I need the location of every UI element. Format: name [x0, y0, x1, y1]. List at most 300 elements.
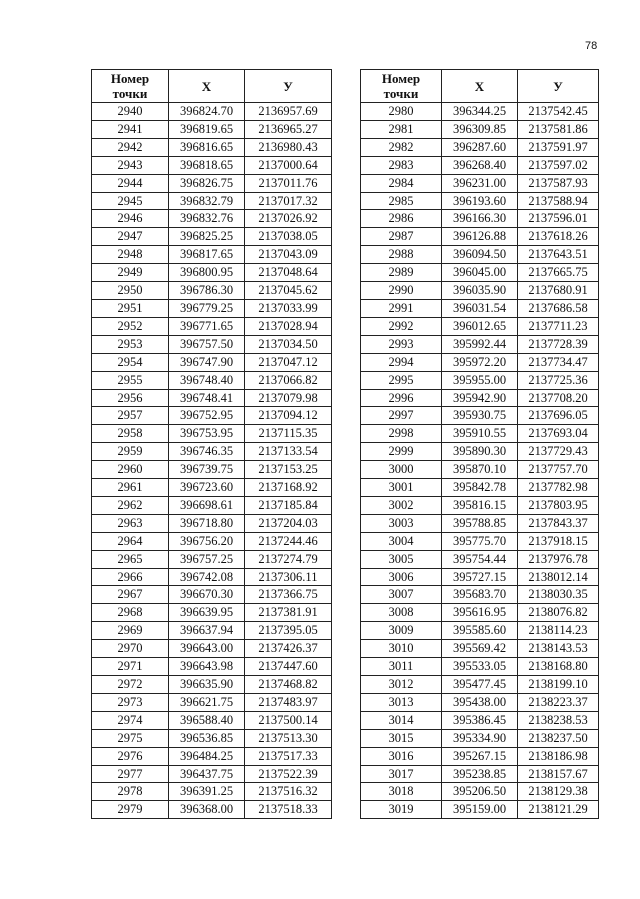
x-coordinate-cell: 396826.75 — [169, 174, 245, 192]
page-number: 78 — [585, 40, 598, 52]
y-coordinate-cell: 2137693.04 — [518, 425, 599, 443]
x-coordinate-cell: 396588.40 — [169, 711, 245, 729]
y-coordinate-cell: 2137591.97 — [518, 138, 599, 156]
point-number-cell: 2955 — [92, 371, 169, 389]
table-row — [92, 264, 332, 282]
table-row — [361, 371, 599, 389]
y-coordinate-cell: 2136957.69 — [245, 103, 332, 121]
point-number-cell: 2957 — [92, 407, 169, 425]
x-coordinate-cell: 396287.60 — [442, 138, 518, 156]
table-row — [361, 801, 599, 819]
x-coordinate-cell: 396756.20 — [169, 532, 245, 550]
y-coordinate-cell: 2137426.37 — [245, 640, 332, 658]
y-coordinate-cell: 2137168.92 — [245, 479, 332, 497]
y-coordinate-cell: 2137079.98 — [245, 389, 332, 407]
point-number-cell: 2997 — [361, 407, 442, 425]
table-row — [361, 282, 599, 300]
y-coordinate-cell: 2137066.82 — [245, 371, 332, 389]
table-body-right — [361, 103, 599, 819]
table-row — [361, 622, 599, 640]
x-coordinate-cell: 395754.44 — [442, 550, 518, 568]
x-coordinate-cell: 396742.08 — [169, 568, 245, 586]
x-coordinate-cell: 396757.25 — [169, 550, 245, 568]
x-coordinate-cell: 395930.75 — [442, 407, 518, 425]
point-number-cell: 3008 — [361, 604, 442, 622]
point-number-cell: 2994 — [361, 353, 442, 371]
point-number-cell: 2954 — [92, 353, 169, 371]
point-number-cell: 2999 — [361, 443, 442, 461]
x-coordinate-cell: 396639.95 — [169, 604, 245, 622]
x-coordinate-cell: 395890.30 — [442, 443, 518, 461]
x-coordinate-cell: 396825.25 — [169, 228, 245, 246]
x-coordinate-cell: 395386.45 — [442, 711, 518, 729]
y-coordinate-cell: 2137518.33 — [245, 801, 332, 819]
x-coordinate-cell: 395238.85 — [442, 765, 518, 783]
table-row — [92, 479, 332, 497]
point-number-cell: 2956 — [92, 389, 169, 407]
point-number-cell: 2943 — [92, 156, 169, 174]
point-number-cell: 2983 — [361, 156, 442, 174]
point-number-cell: 2985 — [361, 192, 442, 210]
y-coordinate-cell: 2137522.39 — [245, 765, 332, 783]
table-row — [92, 747, 332, 765]
table-row — [92, 192, 332, 210]
table-row — [92, 693, 332, 711]
table-body-left — [92, 103, 332, 819]
table-row — [92, 228, 332, 246]
table-row — [361, 425, 599, 443]
point-number-cell: 2951 — [92, 299, 169, 317]
x-coordinate-cell: 396643.98 — [169, 658, 245, 676]
x-coordinate-cell: 395870.10 — [442, 461, 518, 479]
x-coordinate-header: X — [169, 70, 245, 103]
point-number-cell: 2978 — [92, 783, 169, 801]
y-coordinate-cell: 2137204.03 — [245, 514, 332, 532]
point-number-cell: 2975 — [92, 729, 169, 747]
x-coordinate-cell: 396484.25 — [169, 747, 245, 765]
y-coordinate-cell: 2137500.14 — [245, 711, 332, 729]
y-coordinate-cell: 2137516.32 — [245, 783, 332, 801]
point-number-cell: 2950 — [92, 282, 169, 300]
x-coordinate-cell: 396817.65 — [169, 246, 245, 264]
point-number-cell: 2987 — [361, 228, 442, 246]
table-row — [361, 138, 599, 156]
table-row — [361, 479, 599, 497]
y-coordinate-cell: 2138199.10 — [518, 676, 599, 694]
y-coordinate-cell: 2137542.45 — [518, 103, 599, 121]
table-header-row — [361, 70, 599, 103]
y-coordinate-cell: 2137643.51 — [518, 246, 599, 264]
y-coordinate-cell: 2137711.23 — [518, 317, 599, 335]
table-row — [361, 246, 599, 264]
point-number-cell: 2948 — [92, 246, 169, 264]
table-row — [361, 729, 599, 747]
y-coordinate-cell: 2137381.91 — [245, 604, 332, 622]
point-number-cell: 3017 — [361, 765, 442, 783]
table-row — [92, 729, 332, 747]
point-number-cell: 2988 — [361, 246, 442, 264]
point-number-cell: 2947 — [92, 228, 169, 246]
y-coordinate-cell: 2137048.64 — [245, 264, 332, 282]
point-number-cell: 2992 — [361, 317, 442, 335]
table-row — [361, 317, 599, 335]
table-row — [361, 514, 599, 532]
y-coordinate-cell: 2137581.86 — [518, 120, 599, 138]
point-number-cell: 2991 — [361, 299, 442, 317]
x-coordinate-header: X — [442, 70, 518, 103]
x-coordinate-cell: 396031.54 — [442, 299, 518, 317]
x-coordinate-cell: 396670.30 — [169, 586, 245, 604]
table-row — [361, 711, 599, 729]
point-number-cell: 3011 — [361, 658, 442, 676]
table-row — [361, 299, 599, 317]
y-coordinate-cell: 2137185.84 — [245, 496, 332, 514]
table-row — [92, 371, 332, 389]
table-row — [92, 622, 332, 640]
table-row — [92, 801, 332, 819]
y-coordinate-cell: 2137017.32 — [245, 192, 332, 210]
x-coordinate-cell: 395477.45 — [442, 676, 518, 694]
table-row — [361, 496, 599, 514]
y-coordinate-cell: 2137513.30 — [245, 729, 332, 747]
table-row — [92, 658, 332, 676]
coordinates-table-left — [91, 69, 332, 819]
table-row — [92, 317, 332, 335]
y-coordinate-cell: 2137115.35 — [245, 425, 332, 443]
point-number-cell: 3010 — [361, 640, 442, 658]
y-coordinate-cell: 2137918.15 — [518, 532, 599, 550]
point-number-cell: 2940 — [92, 103, 169, 121]
table-row — [92, 604, 332, 622]
y-coordinate-cell: 2137043.09 — [245, 246, 332, 264]
table-row — [361, 192, 599, 210]
point-number-cell: 3015 — [361, 729, 442, 747]
point-number-cell: 3012 — [361, 676, 442, 694]
y-coordinate-cell: 2137033.99 — [245, 299, 332, 317]
point-number-cell: 2972 — [92, 676, 169, 694]
x-coordinate-cell: 396786.30 — [169, 282, 245, 300]
x-coordinate-cell: 395159.00 — [442, 801, 518, 819]
x-coordinate-cell: 396268.40 — [442, 156, 518, 174]
y-coordinate-cell: 2137468.82 — [245, 676, 332, 694]
point-number-cell: 2981 — [361, 120, 442, 138]
x-coordinate-cell: 395816.15 — [442, 496, 518, 514]
y-coordinate-cell: 2136965.27 — [245, 120, 332, 138]
y-coordinate-cell: 2137587.93 — [518, 174, 599, 192]
x-coordinate-cell: 395992.44 — [442, 335, 518, 353]
y-coordinate-cell: 2137244.46 — [245, 532, 332, 550]
x-coordinate-cell: 395842.78 — [442, 479, 518, 497]
y-coordinate-cell: 2137665.75 — [518, 264, 599, 282]
table-row — [361, 604, 599, 622]
x-coordinate-cell: 396126.88 — [442, 228, 518, 246]
x-coordinate-cell: 396621.75 — [169, 693, 245, 711]
table-row — [92, 568, 332, 586]
point-number-cell: 2986 — [361, 210, 442, 228]
y-coordinate-cell: 2138168.80 — [518, 658, 599, 676]
point-number-cell: 2946 — [92, 210, 169, 228]
y-coordinate-cell: 2138030.35 — [518, 586, 599, 604]
table-row — [92, 461, 332, 479]
point-number-cell: 2949 — [92, 264, 169, 282]
table-row — [361, 676, 599, 694]
x-coordinate-cell: 396698.61 — [169, 496, 245, 514]
x-coordinate-cell: 396746.35 — [169, 443, 245, 461]
y-coordinate-cell: 2137618.26 — [518, 228, 599, 246]
point-number-cell: 2989 — [361, 264, 442, 282]
point-number-cell: 2998 — [361, 425, 442, 443]
x-coordinate-cell: 396779.25 — [169, 299, 245, 317]
coordinates-table-right — [360, 69, 599, 819]
point-number-cell: 2959 — [92, 443, 169, 461]
table-row — [361, 407, 599, 425]
y-coordinate-cell: 2137734.47 — [518, 353, 599, 371]
table-row — [361, 210, 599, 228]
point-number-cell: 2960 — [92, 461, 169, 479]
point-number-cell: 3016 — [361, 747, 442, 765]
point-number-header: Номер точки — [361, 70, 442, 103]
table-row — [92, 120, 332, 138]
point-number-cell: 2967 — [92, 586, 169, 604]
point-number-cell: 3002 — [361, 496, 442, 514]
x-coordinate-cell: 396819.65 — [169, 120, 245, 138]
x-coordinate-cell: 396824.70 — [169, 103, 245, 121]
x-coordinate-cell: 396832.76 — [169, 210, 245, 228]
y-coordinate-cell: 2137447.60 — [245, 658, 332, 676]
x-coordinate-cell: 396747.90 — [169, 353, 245, 371]
table-row — [92, 353, 332, 371]
x-coordinate-cell: 396753.95 — [169, 425, 245, 443]
point-number-cell: 2974 — [92, 711, 169, 729]
point-number-cell: 2990 — [361, 282, 442, 300]
y-coordinate-cell: 2137708.20 — [518, 389, 599, 407]
table-row — [361, 389, 599, 407]
y-coordinate-cell: 2138076.82 — [518, 604, 599, 622]
y-coordinate-cell: 2137843.37 — [518, 514, 599, 532]
y-coordinate-cell: 2138143.53 — [518, 640, 599, 658]
table-header-row — [92, 70, 332, 103]
table-row — [361, 586, 599, 604]
point-number-cell: 2953 — [92, 335, 169, 353]
y-coordinate-cell: 2138114.23 — [518, 622, 599, 640]
y-coordinate-cell: 2137153.25 — [245, 461, 332, 479]
point-number-header: Номер точки — [92, 70, 169, 103]
table-row — [92, 425, 332, 443]
x-coordinate-cell: 395533.05 — [442, 658, 518, 676]
x-coordinate-cell: 396437.75 — [169, 765, 245, 783]
x-coordinate-cell: 395585.60 — [442, 622, 518, 640]
table-row — [361, 765, 599, 783]
y-coordinate-cell: 2137000.64 — [245, 156, 332, 174]
y-coordinate-header: У — [245, 70, 332, 103]
table-row — [361, 103, 599, 121]
point-number-cell: 3019 — [361, 801, 442, 819]
point-number-cell: 3006 — [361, 568, 442, 586]
table-row — [361, 335, 599, 353]
y-coordinate-cell: 2137047.12 — [245, 353, 332, 371]
point-number-cell: 2962 — [92, 496, 169, 514]
x-coordinate-cell: 396832.79 — [169, 192, 245, 210]
table-row — [361, 658, 599, 676]
table-row — [92, 156, 332, 174]
table-row — [92, 676, 332, 694]
y-coordinate-cell: 2137045.62 — [245, 282, 332, 300]
x-coordinate-cell: 396094.50 — [442, 246, 518, 264]
point-number-cell: 2993 — [361, 335, 442, 353]
x-coordinate-cell: 396012.65 — [442, 317, 518, 335]
table-row — [92, 586, 332, 604]
point-number-cell: 2965 — [92, 550, 169, 568]
table-row — [361, 174, 599, 192]
x-coordinate-cell: 395267.15 — [442, 747, 518, 765]
y-coordinate-cell: 2137725.36 — [518, 371, 599, 389]
x-coordinate-cell: 395569.42 — [442, 640, 518, 658]
table-row — [92, 711, 332, 729]
point-number-cell: 2969 — [92, 622, 169, 640]
x-coordinate-cell: 395616.95 — [442, 604, 518, 622]
y-coordinate-cell: 2137782.98 — [518, 479, 599, 497]
x-coordinate-cell: 396045.00 — [442, 264, 518, 282]
table-row — [92, 640, 332, 658]
table-row — [361, 640, 599, 658]
table-row — [361, 120, 599, 138]
point-number-cell: 2964 — [92, 532, 169, 550]
point-number-cell: 2995 — [361, 371, 442, 389]
y-coordinate-cell: 2137038.05 — [245, 228, 332, 246]
x-coordinate-cell: 396193.60 — [442, 192, 518, 210]
point-number-cell: 3014 — [361, 711, 442, 729]
x-coordinate-cell: 395955.00 — [442, 371, 518, 389]
point-number-cell: 2963 — [92, 514, 169, 532]
table-row — [361, 747, 599, 765]
x-coordinate-cell: 396818.65 — [169, 156, 245, 174]
point-number-cell: 2973 — [92, 693, 169, 711]
x-coordinate-cell: 396718.80 — [169, 514, 245, 532]
y-coordinate-cell: 2138223.37 — [518, 693, 599, 711]
point-number-cell: 2961 — [92, 479, 169, 497]
x-coordinate-cell: 396748.41 — [169, 389, 245, 407]
y-coordinate-cell: 2137026.92 — [245, 210, 332, 228]
y-coordinate-cell: 2137597.02 — [518, 156, 599, 174]
point-number-cell: 2945 — [92, 192, 169, 210]
x-coordinate-cell: 396536.85 — [169, 729, 245, 747]
point-number-cell: 2982 — [361, 138, 442, 156]
x-coordinate-cell: 396035.90 — [442, 282, 518, 300]
x-coordinate-cell: 396309.85 — [442, 120, 518, 138]
point-number-cell: 2980 — [361, 103, 442, 121]
table-row — [361, 156, 599, 174]
table-row — [361, 443, 599, 461]
y-coordinate-cell: 2137483.97 — [245, 693, 332, 711]
y-coordinate-cell: 2137588.94 — [518, 192, 599, 210]
y-coordinate-cell: 2138121.29 — [518, 801, 599, 819]
x-coordinate-cell: 395334.90 — [442, 729, 518, 747]
point-number-cell: 2976 — [92, 747, 169, 765]
x-coordinate-cell: 396635.90 — [169, 676, 245, 694]
x-coordinate-cell: 396723.60 — [169, 479, 245, 497]
y-coordinate-cell: 2137517.33 — [245, 747, 332, 765]
y-coordinate-cell: 2137395.05 — [245, 622, 332, 640]
table-row — [92, 407, 332, 425]
table-row — [92, 389, 332, 407]
y-coordinate-cell: 2137680.91 — [518, 282, 599, 300]
point-number-cell: 3005 — [361, 550, 442, 568]
table-row — [92, 335, 332, 353]
y-coordinate-cell: 2137034.50 — [245, 335, 332, 353]
table-row — [361, 228, 599, 246]
table-row — [92, 210, 332, 228]
point-number-cell: 2944 — [92, 174, 169, 192]
x-coordinate-cell: 395206.50 — [442, 783, 518, 801]
table-row — [92, 496, 332, 514]
table-row — [92, 282, 332, 300]
y-coordinate-cell: 2138157.67 — [518, 765, 599, 783]
x-coordinate-cell: 395942.90 — [442, 389, 518, 407]
x-coordinate-cell: 396800.95 — [169, 264, 245, 282]
x-coordinate-cell: 396748.40 — [169, 371, 245, 389]
point-number-cell: 2996 — [361, 389, 442, 407]
table-row — [92, 103, 332, 121]
point-number-cell: 3001 — [361, 479, 442, 497]
x-coordinate-cell: 396166.30 — [442, 210, 518, 228]
table-row — [361, 693, 599, 711]
point-number-cell: 3009 — [361, 622, 442, 640]
point-number-cell: 2984 — [361, 174, 442, 192]
y-coordinate-cell: 2137596.01 — [518, 210, 599, 228]
y-coordinate-cell: 2137274.79 — [245, 550, 332, 568]
point-number-cell: 2952 — [92, 317, 169, 335]
point-number-cell: 2942 — [92, 138, 169, 156]
point-number-cell: 3013 — [361, 693, 442, 711]
x-coordinate-cell: 395683.70 — [442, 586, 518, 604]
x-coordinate-cell: 395775.70 — [442, 532, 518, 550]
x-coordinate-cell: 396637.94 — [169, 622, 245, 640]
point-number-cell: 2941 — [92, 120, 169, 138]
table-row — [361, 461, 599, 479]
table-row — [92, 443, 332, 461]
x-coordinate-cell: 396816.65 — [169, 138, 245, 156]
y-coordinate-cell: 2137028.94 — [245, 317, 332, 335]
point-number-cell: 2966 — [92, 568, 169, 586]
table-row — [92, 246, 332, 264]
x-coordinate-cell: 396752.95 — [169, 407, 245, 425]
y-coordinate-cell: 2137366.75 — [245, 586, 332, 604]
y-coordinate-cell: 2137306.11 — [245, 568, 332, 586]
y-coordinate-cell: 2137094.12 — [245, 407, 332, 425]
y-coordinate-cell: 2138129.38 — [518, 783, 599, 801]
x-coordinate-cell: 395438.00 — [442, 693, 518, 711]
x-coordinate-cell: 396344.25 — [442, 103, 518, 121]
x-coordinate-cell: 396231.00 — [442, 174, 518, 192]
x-coordinate-cell: 396771.65 — [169, 317, 245, 335]
point-number-cell: 2968 — [92, 604, 169, 622]
x-coordinate-cell: 395972.20 — [442, 353, 518, 371]
y-coordinate-cell: 2138237.50 — [518, 729, 599, 747]
y-coordinate-cell: 2137803.95 — [518, 496, 599, 514]
x-coordinate-cell: 396643.00 — [169, 640, 245, 658]
table-row — [92, 514, 332, 532]
table-row — [92, 174, 332, 192]
x-coordinate-cell: 396757.50 — [169, 335, 245, 353]
x-coordinate-cell: 396739.75 — [169, 461, 245, 479]
table-row — [92, 299, 332, 317]
table-row — [92, 138, 332, 156]
point-number-cell: 2977 — [92, 765, 169, 783]
y-coordinate-cell: 2138186.98 — [518, 747, 599, 765]
point-number-cell: 2970 — [92, 640, 169, 658]
y-coordinate-cell: 2137686.58 — [518, 299, 599, 317]
table-row — [361, 550, 599, 568]
